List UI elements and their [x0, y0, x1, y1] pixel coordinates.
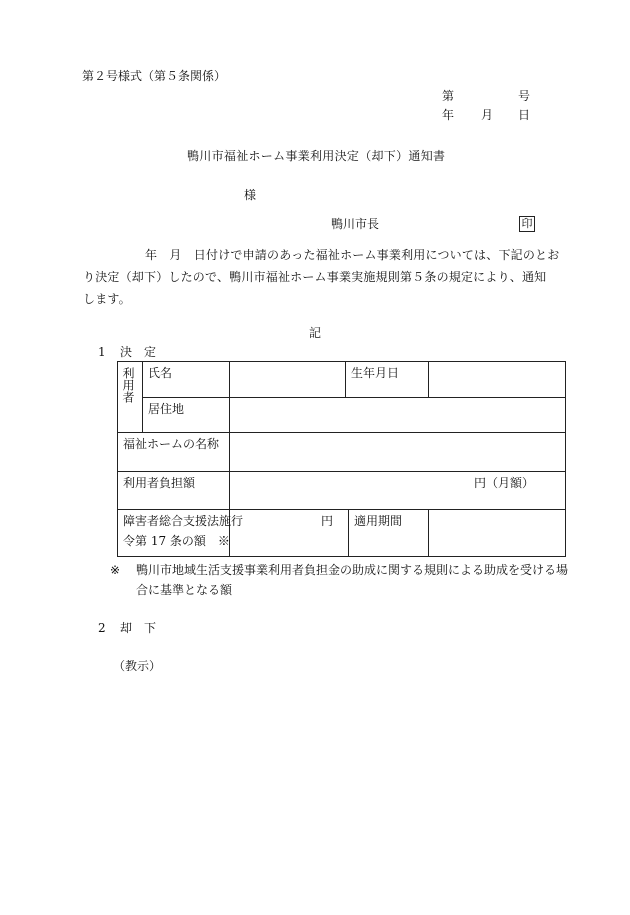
address-label: 居住地: [148, 402, 185, 416]
instruction-heading: （教示）: [113, 659, 162, 673]
birth-date-label: 生年月日: [351, 366, 400, 380]
table-border-bottom: [117, 556, 566, 557]
law-label-line-1: 障害者総合支援法施行: [123, 514, 244, 528]
table-rule: [142, 361, 143, 432]
period-label: 適用期間: [354, 514, 403, 528]
table-rule: [345, 361, 346, 397]
date-day: 日: [518, 108, 531, 122]
document-number-suffix: 号: [518, 89, 531, 103]
table-rule: [117, 432, 566, 433]
footnote-text: 鴨川市地域生活支援事業利用者負担金の助成に関する規則による助成を受ける場合に基準となる額: [136, 563, 569, 597]
name-label: 氏名: [148, 366, 173, 380]
table-border-left: [117, 361, 118, 557]
sender-name: 鴨川市長: [331, 217, 380, 231]
document-number-prefix: 第: [442, 89, 455, 103]
table-rule: [117, 509, 566, 510]
section-1-number: 1: [98, 345, 106, 359]
ki-heading: 記: [309, 326, 322, 340]
body-line-3: します。: [83, 292, 131, 306]
table-rule: [117, 471, 566, 472]
body-line-2: り決定（却下）したので、鴨川市福祉ホーム事業実施規則第５条の規定により、通知: [83, 270, 547, 284]
footnote-mark: ※: [110, 563, 121, 577]
home-name-label: 福祉ホームの名称: [123, 437, 220, 451]
table-rule: [428, 361, 429, 397]
law-unit: 円: [321, 514, 334, 528]
addressee-suffix: 様: [244, 188, 257, 202]
table-rule: [348, 509, 349, 557]
decision-table: [117, 361, 566, 557]
document-title: 鴨川市福祉ホーム事業利用決定（却下）通知書: [187, 149, 446, 163]
law-label-line-2: 令第 17 条の額 ※: [123, 534, 230, 548]
user-group-label: 利用者: [121, 367, 135, 403]
footnote: [110, 560, 570, 600]
table-border-right: [565, 361, 566, 557]
section-2-number: 2: [98, 621, 106, 635]
burden-label: 利用者負担額: [123, 476, 196, 490]
date-month: 月: [481, 108, 494, 122]
table-border-top: [117, 361, 566, 362]
form-number: 第２号様式（第５条関係）: [82, 69, 227, 83]
seal-stamp: 印: [519, 216, 535, 232]
section-2-label: 却 下: [120, 621, 157, 635]
burden-unit: 円（月額）: [474, 476, 535, 490]
body-line-1: 年 月 日付けで申請のあった福祉ホーム事業利用については、下記のとお: [145, 248, 560, 262]
section-1-label: 決 定: [120, 345, 157, 359]
table-rule: [428, 509, 429, 557]
date-year: 年: [442, 108, 455, 122]
table-rule: [142, 397, 566, 398]
